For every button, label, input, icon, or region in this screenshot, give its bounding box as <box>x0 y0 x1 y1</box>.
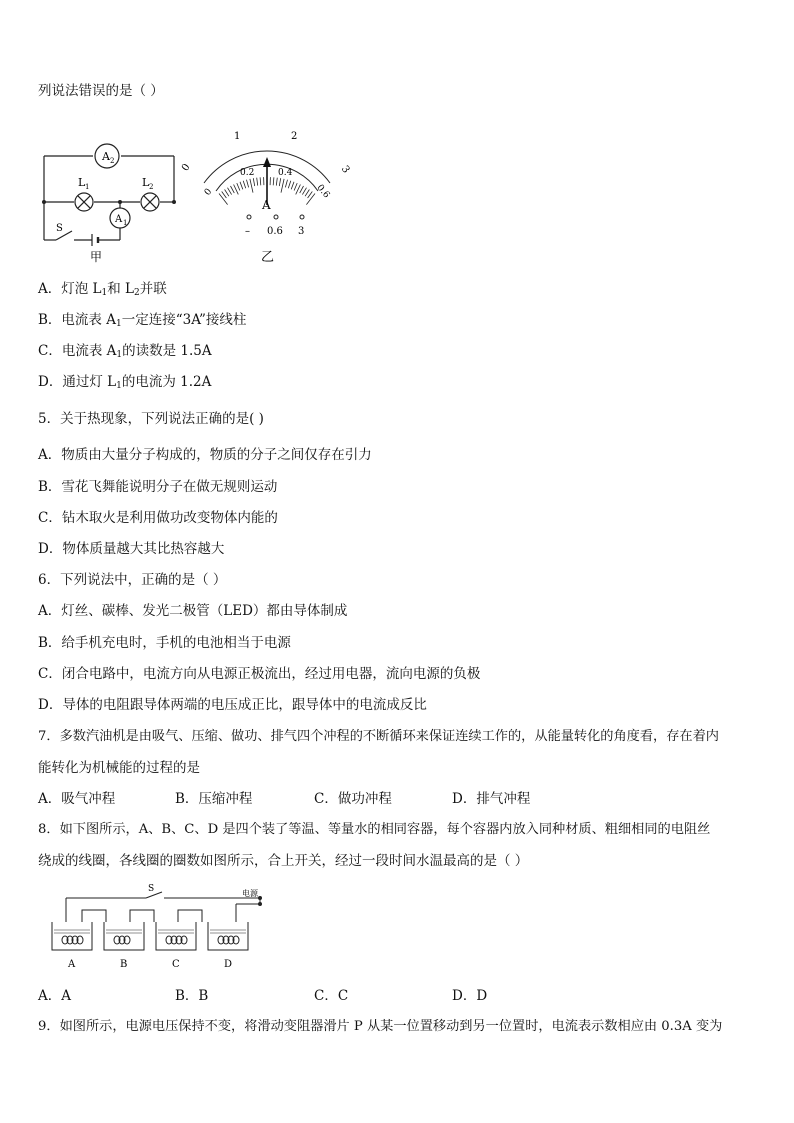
meter-unit: A <box>262 198 271 212</box>
q7-option-b: B．压缩冲程 <box>175 791 253 807</box>
q8-power-label: 电源 <box>242 889 258 898</box>
dial-tick <box>231 186 235 193</box>
dial-tick <box>285 180 287 188</box>
inner-tick-0-6: 0.6 <box>314 182 332 201</box>
q7-stem-line1: 7．多数汽油机是由吸气、压缩、做功、排气四个冲程的不断循环来保证连续工作的，从能量转化的角度看，存在着内 <box>38 729 719 744</box>
dial-tick <box>247 180 249 188</box>
dial-tick <box>257 178 258 186</box>
dial-tick <box>237 183 240 190</box>
dial-tick <box>291 182 294 190</box>
a2-label: A <box>102 150 110 163</box>
q8-switch-label: S <box>148 884 155 894</box>
a1-sub: 1 <box>123 219 128 227</box>
q6-option-b: B．给手机充电时，手机的电池相当于电源 <box>38 635 291 651</box>
q6-option-a: A．灯丝、碳棒、发光二极管（LED）都由导体制成 <box>38 603 348 619</box>
dial-tick <box>225 190 229 197</box>
dial-tick <box>300 186 304 193</box>
q8-stem-line2: 绕成的线圈，各线圈的圈数如图所示，合上开关，经过一段时间水温最高的是（ ） <box>38 853 529 869</box>
dial-tick <box>240 182 243 190</box>
container-vessel <box>104 922 144 950</box>
q9-stem-line1: 9．如图所示，电源电压保持不变，将滑动变阻器滑片 P 从某一位置移动到另一位置时，电流表示数相应由 0.3A 变为 <box>38 1019 723 1034</box>
l1-label: L <box>78 176 86 189</box>
q5-option-b: B．雪花飞舞能说明分子在做无规则运动 <box>38 479 278 495</box>
dial-tick <box>253 178 254 186</box>
fig-yi-label: 乙 <box>261 250 275 265</box>
a1-label: A <box>115 214 123 225</box>
terminal-0-6: 0.6 <box>267 226 283 237</box>
q8-stem-line1: 8．如下图所示，A、B、C、D 是四个装了等温、等量水的相同容器，每个容器内放入同种材质、粗细相同的电阻丝 <box>38 822 711 837</box>
switch-label: S <box>56 223 63 234</box>
container-d-label: D <box>224 959 233 970</box>
dial-tick <box>250 179 253 193</box>
dial-tick <box>243 181 246 189</box>
inner-tick-0-4: 0.4 <box>278 168 293 178</box>
l2-label: L <box>142 176 150 189</box>
q8-option-d: D．D <box>452 988 488 1004</box>
dial-tick <box>308 192 313 199</box>
q7-option-a: A．吸气冲程 <box>38 791 116 807</box>
q4-stem-tail: 列说法错误的是（ ） <box>38 83 164 99</box>
q7-option-d: D．排气冲程 <box>452 791 531 807</box>
l2-sub: 2 <box>149 183 154 191</box>
dial-tick <box>294 183 297 190</box>
container-vessel <box>208 922 248 950</box>
dial-tick <box>305 190 309 197</box>
ammeter-dial-yi <box>178 125 358 267</box>
dial-tick <box>219 194 228 205</box>
dial-tick <box>306 194 315 205</box>
dial-tick <box>279 178 280 186</box>
q4-option-b: B．电流表 $A_1$一定连接“3A”接线柱 <box>38 312 247 329</box>
fig-jia-label: 甲 <box>90 250 103 264</box>
q6-stem: 6．下列说法中，正确的是（ ） <box>38 572 227 588</box>
container-vessel <box>156 922 196 950</box>
dial-tick <box>273 177 274 185</box>
l1-sub: 1 <box>85 183 90 191</box>
terminal-3: 3 <box>298 226 305 237</box>
dial-tick <box>288 181 291 189</box>
q5-option-d: D．物体质量越大其比热容越大 <box>38 541 225 557</box>
outer-tick-0: 0 <box>179 161 193 174</box>
dial-tick <box>228 188 232 195</box>
dial-tick <box>222 192 227 199</box>
inner-tick-0: 0 <box>202 186 215 198</box>
a2-sub: 2 <box>110 157 115 165</box>
q4-option-d: D．通过灯 $L_1$的电流为 1.2A <box>38 374 212 391</box>
terminal-neg: – <box>245 226 250 237</box>
q5-option-a: A．物质由大量分子构成的，物质的分子之间仅存在引力 <box>38 447 372 463</box>
container-b-label: B <box>120 959 128 970</box>
q8-option-c: C．C <box>314 988 349 1004</box>
circuit-diagram-jia <box>36 140 186 266</box>
dial-tick <box>260 177 261 185</box>
q5-option-c: C．钻木取火是利用做功改变物体内能的 <box>38 510 278 526</box>
q4-option-a: A．灯泡 $L_1$和 $L_2$并联 <box>38 281 167 298</box>
outer-tick-3: 3 <box>338 163 352 176</box>
container-c-label: C <box>172 959 180 970</box>
outer-tick-2: 2 <box>291 131 298 142</box>
q6-option-c: C．闭合电路中，电流方向从电源正极流出，经过用电器，流向电源的负极 <box>38 666 481 682</box>
container-a-label: A <box>68 959 76 970</box>
dial-tick <box>281 179 284 193</box>
q4-option-c: C．电流表 $A_1$的读数是 1.5A <box>38 343 212 360</box>
q8-option-a: A．A <box>38 988 71 1004</box>
q6-option-d: D．导体的电阻跟导体两端的电压成正比，跟导体中的电流成反比 <box>38 697 427 713</box>
dial-tick <box>302 188 306 195</box>
inner-tick-0-2: 0.2 <box>240 168 255 178</box>
q8-option-b: B．B <box>175 988 209 1004</box>
q7-stem-line2: 能转化为机械能的过程的是 <box>38 760 200 776</box>
q5-stem: 5．关于热现象，下列说法正确的是( ) <box>38 411 264 427</box>
containers-figure <box>46 884 272 972</box>
container-vessel <box>52 922 92 950</box>
outer-tick-1: 1 <box>234 131 241 142</box>
dial-tick <box>276 178 277 186</box>
q7-option-c: C．做功冲程 <box>314 791 392 807</box>
